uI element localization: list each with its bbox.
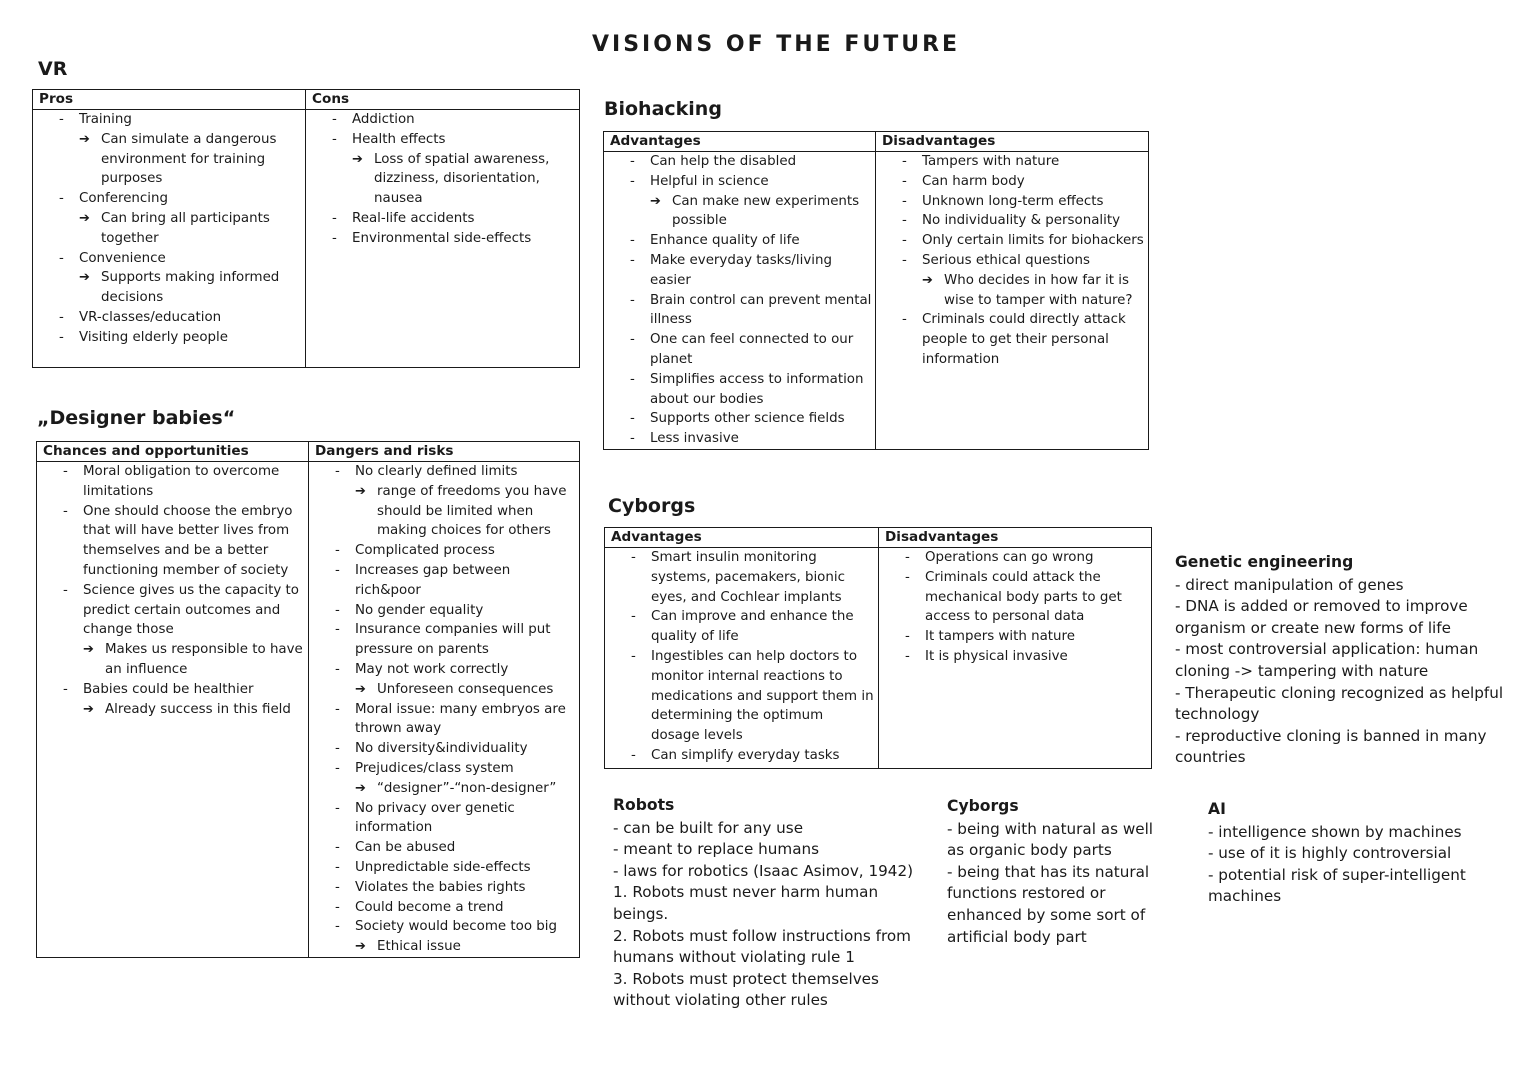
sub-list-item: ➔ range of freedoms you have should be limited when making choices for others bbox=[355, 482, 577, 541]
list-item bbox=[628, 409, 873, 429]
list-item-text: Serious ethical questions bbox=[922, 252, 1090, 268]
list-item bbox=[900, 211, 1146, 231]
note-line: - intelligence shown by machines bbox=[1208, 822, 1462, 841]
robots-note bbox=[613, 795, 933, 1012]
list-item bbox=[628, 152, 873, 172]
list-item-text: Society would become too big bbox=[355, 919, 557, 935]
list-item bbox=[57, 189, 303, 248]
robots-heading: Robots bbox=[613, 796, 675, 814]
biohacking-disadvantages-list bbox=[876, 152, 1146, 370]
list-item bbox=[628, 370, 873, 410]
cyborgs-heading: Cyborgs bbox=[608, 495, 696, 517]
list-item bbox=[333, 858, 577, 878]
note-line: - most controversial application: human cloning -> tampering with nature bbox=[1175, 640, 1479, 680]
list-item bbox=[903, 627, 1149, 647]
list-item bbox=[629, 647, 876, 746]
list-item bbox=[330, 110, 577, 130]
designer-babies-table bbox=[36, 441, 580, 958]
note-line: - can be built for any use bbox=[613, 818, 804, 837]
list-item bbox=[330, 229, 577, 249]
sub-list-item: ➔ Loss of spatial awareness, dizziness, disorientation, nausea bbox=[352, 150, 577, 209]
list-item bbox=[333, 878, 577, 898]
list-item bbox=[333, 561, 577, 601]
list-item bbox=[900, 172, 1146, 192]
designer-babies-heading: „Designer babies“ bbox=[37, 407, 236, 429]
list-item bbox=[333, 541, 577, 561]
list-item bbox=[333, 620, 577, 660]
note-line: 1. Robots must never harm human beings. bbox=[613, 883, 879, 923]
list-item bbox=[903, 647, 1149, 667]
cyborgs-table bbox=[604, 527, 1152, 769]
list-item bbox=[333, 739, 577, 759]
list-item-text: Complicated process bbox=[355, 543, 495, 559]
note-line: 2. Robots must follow instructions from humans without violating rule 1 bbox=[613, 926, 911, 967]
list-item bbox=[61, 502, 306, 581]
cyborgs-disadvantages-header: Disadvantages bbox=[879, 528, 1152, 548]
list-item-text: No gender equality bbox=[355, 602, 484, 618]
list-item bbox=[333, 660, 577, 700]
list-item bbox=[629, 548, 876, 607]
note-line: - use of it is highly controversial bbox=[1208, 844, 1452, 863]
designer-babies-dangers-header: Dangers and risks bbox=[309, 442, 580, 462]
list-item-text: Can improve and enhance the quality of life bbox=[651, 609, 854, 645]
list-item bbox=[628, 172, 873, 231]
genetic-engineering-note bbox=[1175, 552, 1520, 769]
list-item bbox=[628, 251, 873, 291]
sub-list-item: ➔ Who decides in how far it is wise to tamper with nature? bbox=[922, 271, 1146, 311]
vr-pros-list bbox=[33, 110, 303, 348]
list-item-text: Supports other science fields bbox=[650, 411, 845, 427]
note-line: - laws for robotics (Isaac Asimov, 1942) bbox=[613, 861, 914, 880]
list-item-text: Science gives us the capacity to predict certain outcomes and change those bbox=[83, 582, 299, 638]
note-line: - potential risk of super-intelligent machines bbox=[1208, 865, 1466, 906]
list-item bbox=[333, 838, 577, 858]
list-item bbox=[333, 462, 577, 541]
cyborgs-advantages-list bbox=[605, 548, 876, 766]
note-line: - Therapeutic cloning recognized as helpful technology bbox=[1175, 683, 1504, 724]
list-item-text: One can feel connected to our planet bbox=[650, 332, 854, 367]
list-item-text: VR-classes/education bbox=[79, 309, 222, 325]
list-item-text: Real-life accidents bbox=[352, 210, 475, 226]
list-item bbox=[57, 328, 303, 348]
cyborgs-note bbox=[947, 796, 1172, 948]
list-item-text: Addiction bbox=[352, 112, 415, 127]
list-item-text: Brain control can prevent mental illness bbox=[650, 292, 872, 328]
list-item-text: Unknown long-term effects bbox=[922, 193, 1104, 209]
list-item-text: No clearly defined limits bbox=[355, 464, 518, 479]
biohacking-table bbox=[603, 131, 1149, 450]
list-item-text: One should choose the embryo that will have better lives from themselves and be a better functioning member of society bbox=[83, 503, 293, 578]
cyborgs-disadvantages-list bbox=[879, 548, 1149, 667]
list-item bbox=[629, 607, 876, 647]
biohacking-heading: Biohacking bbox=[604, 98, 722, 120]
page-title: VISIONS OF THE FUTURE bbox=[592, 32, 961, 57]
sub-list-item: ➔ Can bring all participants together bbox=[79, 209, 303, 249]
vr-table bbox=[32, 89, 580, 368]
list-item bbox=[628, 231, 873, 251]
list-item-text: Ingestibles can help doctors to monitor internal reactions to medications and support them in determining the optimum dosage levels bbox=[651, 648, 874, 744]
list-item bbox=[333, 700, 577, 740]
list-item-text: Make everyday tasks/living easier bbox=[650, 252, 832, 288]
biohacking-advantages-list bbox=[604, 152, 873, 449]
list-item-text: Can be abused bbox=[355, 840, 456, 856]
list-item-text: Environmental side-effects bbox=[352, 230, 532, 246]
list-item-text: Only certain limits for biohackers bbox=[922, 233, 1144, 249]
list-item bbox=[333, 898, 577, 918]
list-item-text: Simplifies access to information about our bodies bbox=[650, 371, 864, 407]
list-item-text: No diversity&individuality bbox=[355, 741, 528, 757]
list-item-text: Could become a trend bbox=[355, 899, 504, 915]
note-line: - DNA is added or removed to improve organism or create new forms of life bbox=[1175, 597, 1468, 637]
list-item bbox=[900, 310, 1146, 369]
list-item-text: Insurance companies will put pressure on parents bbox=[355, 622, 551, 658]
list-item-text: It tampers with nature bbox=[925, 629, 1075, 645]
list-item bbox=[333, 917, 577, 957]
list-item-text: Can help the disabled bbox=[650, 154, 797, 169]
list-item-text: Less invasive bbox=[650, 431, 739, 447]
list-item bbox=[61, 581, 306, 680]
ai-heading: AI bbox=[1208, 800, 1226, 818]
list-item-text: It is physical invasive bbox=[925, 648, 1068, 664]
list-item-text: Conferencing bbox=[79, 191, 168, 207]
vr-pros-header: Pros bbox=[33, 90, 306, 110]
cyborgs-advantages-header: Advantages bbox=[605, 528, 879, 548]
list-item-text: Enhance quality of life bbox=[650, 233, 800, 249]
list-item bbox=[333, 759, 577, 799]
sub-list-item: ➔ Ethical issue bbox=[355, 937, 577, 957]
list-item bbox=[57, 308, 303, 328]
list-item-text: Visiting elderly people bbox=[79, 329, 228, 345]
list-item-text: Unpredictable side-effects bbox=[355, 859, 531, 875]
sub-list-item: ➔ Can simulate a dangerous environment for training purposes bbox=[79, 130, 303, 189]
designer-babies-chances-header: Chances and opportunities bbox=[37, 442, 309, 462]
list-item-text: Smart insulin monitoring systems, pacemakers, bionic eyes, and Cochlear implants bbox=[651, 550, 845, 605]
biohacking-disadvantages-header: Disadvantages bbox=[876, 132, 1149, 152]
list-item bbox=[628, 330, 873, 370]
list-item-text: Can harm body bbox=[922, 173, 1025, 189]
list-item bbox=[330, 130, 577, 209]
list-item-text: May not work correctly bbox=[355, 661, 509, 677]
note-line: - reproductive cloning is banned in many countries bbox=[1175, 726, 1487, 767]
list-item-text: Tampers with nature bbox=[922, 154, 1060, 169]
list-item bbox=[333, 799, 577, 839]
list-item-text: Increases gap between rich&poor bbox=[355, 562, 511, 598]
vr-cons-list bbox=[306, 110, 577, 249]
sub-list-item: ➔ Unforeseen consequences bbox=[355, 680, 577, 700]
list-item bbox=[900, 251, 1146, 310]
list-item bbox=[61, 680, 306, 720]
vr-cons-header: Cons bbox=[306, 90, 580, 110]
list-item bbox=[900, 231, 1146, 251]
sub-list-item: ➔ Can make new experiments possible bbox=[650, 192, 873, 232]
note-line: - being that has its natural functions restored or enhanced by some sort of artificial body part bbox=[947, 862, 1150, 946]
list-item bbox=[628, 429, 873, 449]
list-item bbox=[903, 548, 1149, 568]
list-item bbox=[629, 746, 876, 766]
ai-note bbox=[1208, 799, 1478, 908]
list-item-text: Babies could be healthier bbox=[83, 681, 254, 697]
list-item bbox=[903, 568, 1149, 627]
list-item-text: Prejudices/class system bbox=[355, 760, 514, 776]
list-item bbox=[900, 192, 1146, 212]
list-item bbox=[330, 209, 577, 229]
note-line: - direct manipulation of genes bbox=[1175, 575, 1404, 594]
sub-list-item: ➔ “designer”-“non-designer” bbox=[355, 779, 577, 799]
note-line: - being with natural as well as organic body parts bbox=[947, 819, 1154, 860]
list-item-text: Moral obligation to overcome limitations bbox=[83, 464, 280, 499]
list-item bbox=[900, 152, 1146, 172]
sub-list-item: ➔ Makes us responsible to have an influence bbox=[83, 640, 306, 680]
list-item-text: Criminals could directly attack people to get their personal information bbox=[922, 312, 1126, 367]
vr-heading: VR bbox=[38, 58, 68, 80]
biohacking-advantages-header: Advantages bbox=[604, 132, 876, 152]
list-item-text: Helpful in science bbox=[650, 173, 769, 189]
list-item-text: Moral issue: many embryos are thrown away bbox=[355, 701, 566, 737]
designer-babies-dangers-list bbox=[309, 462, 577, 957]
list-item bbox=[57, 110, 303, 189]
list-item bbox=[57, 249, 303, 308]
sub-list-item: ➔ Supports making informed decisions bbox=[79, 268, 303, 308]
list-item-text: No privacy over genetic information bbox=[355, 800, 515, 836]
sub-list-item: ➔ Already success in this field bbox=[83, 700, 306, 720]
list-item-text: No individuality & personality bbox=[922, 213, 1121, 229]
list-item bbox=[333, 601, 577, 621]
list-item-text: Operations can go wrong bbox=[925, 550, 1094, 565]
list-item-text: Convenience bbox=[79, 250, 166, 266]
genetic-engineering-heading: Genetic engineering bbox=[1175, 553, 1354, 571]
list-item-text: Criminals could attack the mechanical body parts to get access to personal data bbox=[925, 569, 1122, 625]
cyborgs-note-heading: Cyborgs bbox=[947, 797, 1019, 815]
list-item-text: Health effects bbox=[352, 131, 446, 147]
list-item bbox=[61, 462, 306, 502]
list-item bbox=[628, 291, 873, 331]
designer-babies-chances-list bbox=[37, 462, 306, 719]
note-line: - meant to replace humans bbox=[613, 840, 820, 859]
list-item-text: Training bbox=[79, 112, 132, 127]
list-item-text: Can simplify everyday tasks bbox=[651, 747, 840, 763]
list-item-text: Violates the babies rights bbox=[355, 879, 526, 895]
note-line: 3. Robots must protect themselves without violating other rules bbox=[613, 969, 879, 1010]
